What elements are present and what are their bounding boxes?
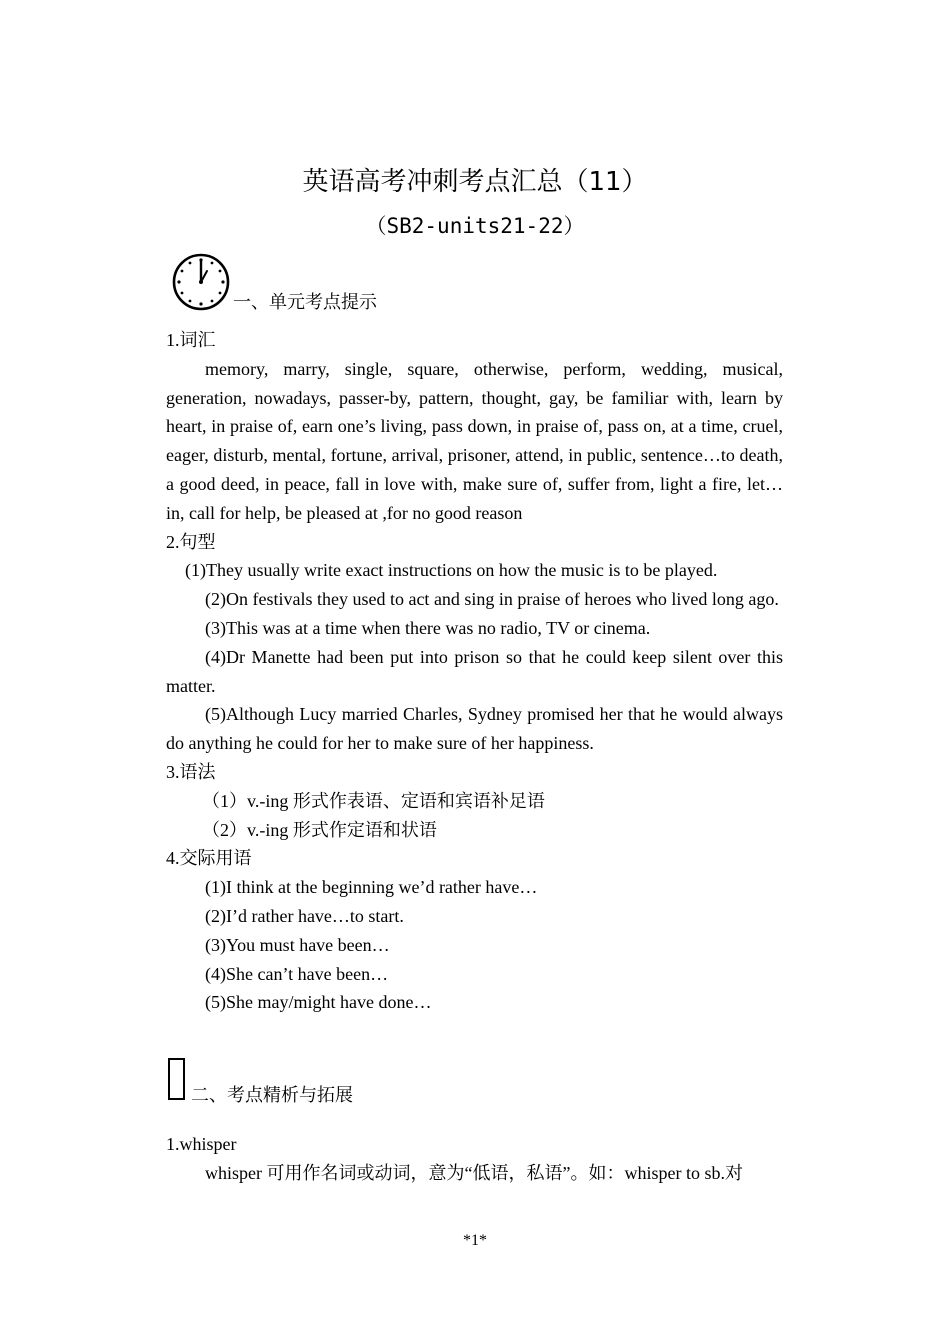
communication-label: 4.交际用语	[166, 848, 252, 869]
item-1-label: 1.whisper	[166, 1134, 237, 1154]
section-2-heading: 二、考点精析与拓展	[191, 1085, 353, 1105]
page-subtitle: （SB2-units21-22）	[365, 214, 585, 238]
sentences-label: 2.句型	[166, 531, 216, 552]
section-1-body	[166, 326, 783, 1017]
item-1-text: whisper 可用作名词或动词，意为“低语，私语”。如：whisper to sb.对	[205, 1162, 743, 1183]
page-title: 英语高考冲刺考点汇总（11）	[302, 167, 648, 197]
communication-item: (2)I’d rather have…to start.	[205, 905, 404, 926]
sentence-item: (1)They usually write exact instructions on how the music is to be played.	[185, 560, 718, 581]
sentence-item: (4)Dr Manette had been put into prison so that he could keep silent over this matter.	[166, 646, 783, 696]
grammar-item: （2）v.-ing 形式作定语和状语	[202, 819, 437, 840]
communication-item: (4)She can’t have been…	[205, 963, 389, 984]
section-1-heading: 一、单元考点提示	[233, 292, 377, 312]
communication-item: (5)She may/might have done…	[205, 992, 432, 1013]
vocab-text: memory, marry, single, square, otherwise, perform, wedding, musical, generation, nowadays, passer-by, pattern, thought, gay, be familiar with, learn by heart, in praise of, earn one’s living, pass down, in praise of, pass on, at a time, cruel, eager, disturb, mental, fortune, arrival, prisoner, attend, in public, sentence…to death, a good deed, in peace, fall in love with, make sure of, suffer from, light a fire, let…in, call for help, be pleased at ,for no good reason	[166, 358, 783, 523]
section-2-body	[166, 1130, 783, 1188]
vocab-label: 1.词汇	[166, 330, 216, 350]
sentence-item: (2)On festivals they used to act and sing in praise of heroes who lived long ago.	[205, 589, 779, 610]
page-number: *1*	[463, 1232, 487, 1249]
communication-item: (3)You must have been…	[205, 934, 390, 955]
clock-icon	[171, 252, 231, 312]
grammar-item: （1）v.-ing 形式作表语、定语和宾语补足语	[202, 790, 545, 811]
communication-item: (1)I think at the beginning we’d rather have…	[205, 877, 538, 898]
grammar-label: 3.语法	[166, 761, 216, 782]
section-2-marker-icon	[168, 1058, 185, 1100]
sentence-item: (5)Although Lucy married Charles, Sydney promised her that he would always do anything he could for her to make sure of her happiness.	[166, 704, 783, 754]
sentence-item: (3)This was at a time when there was no radio, TV or cinema.	[205, 617, 651, 638]
